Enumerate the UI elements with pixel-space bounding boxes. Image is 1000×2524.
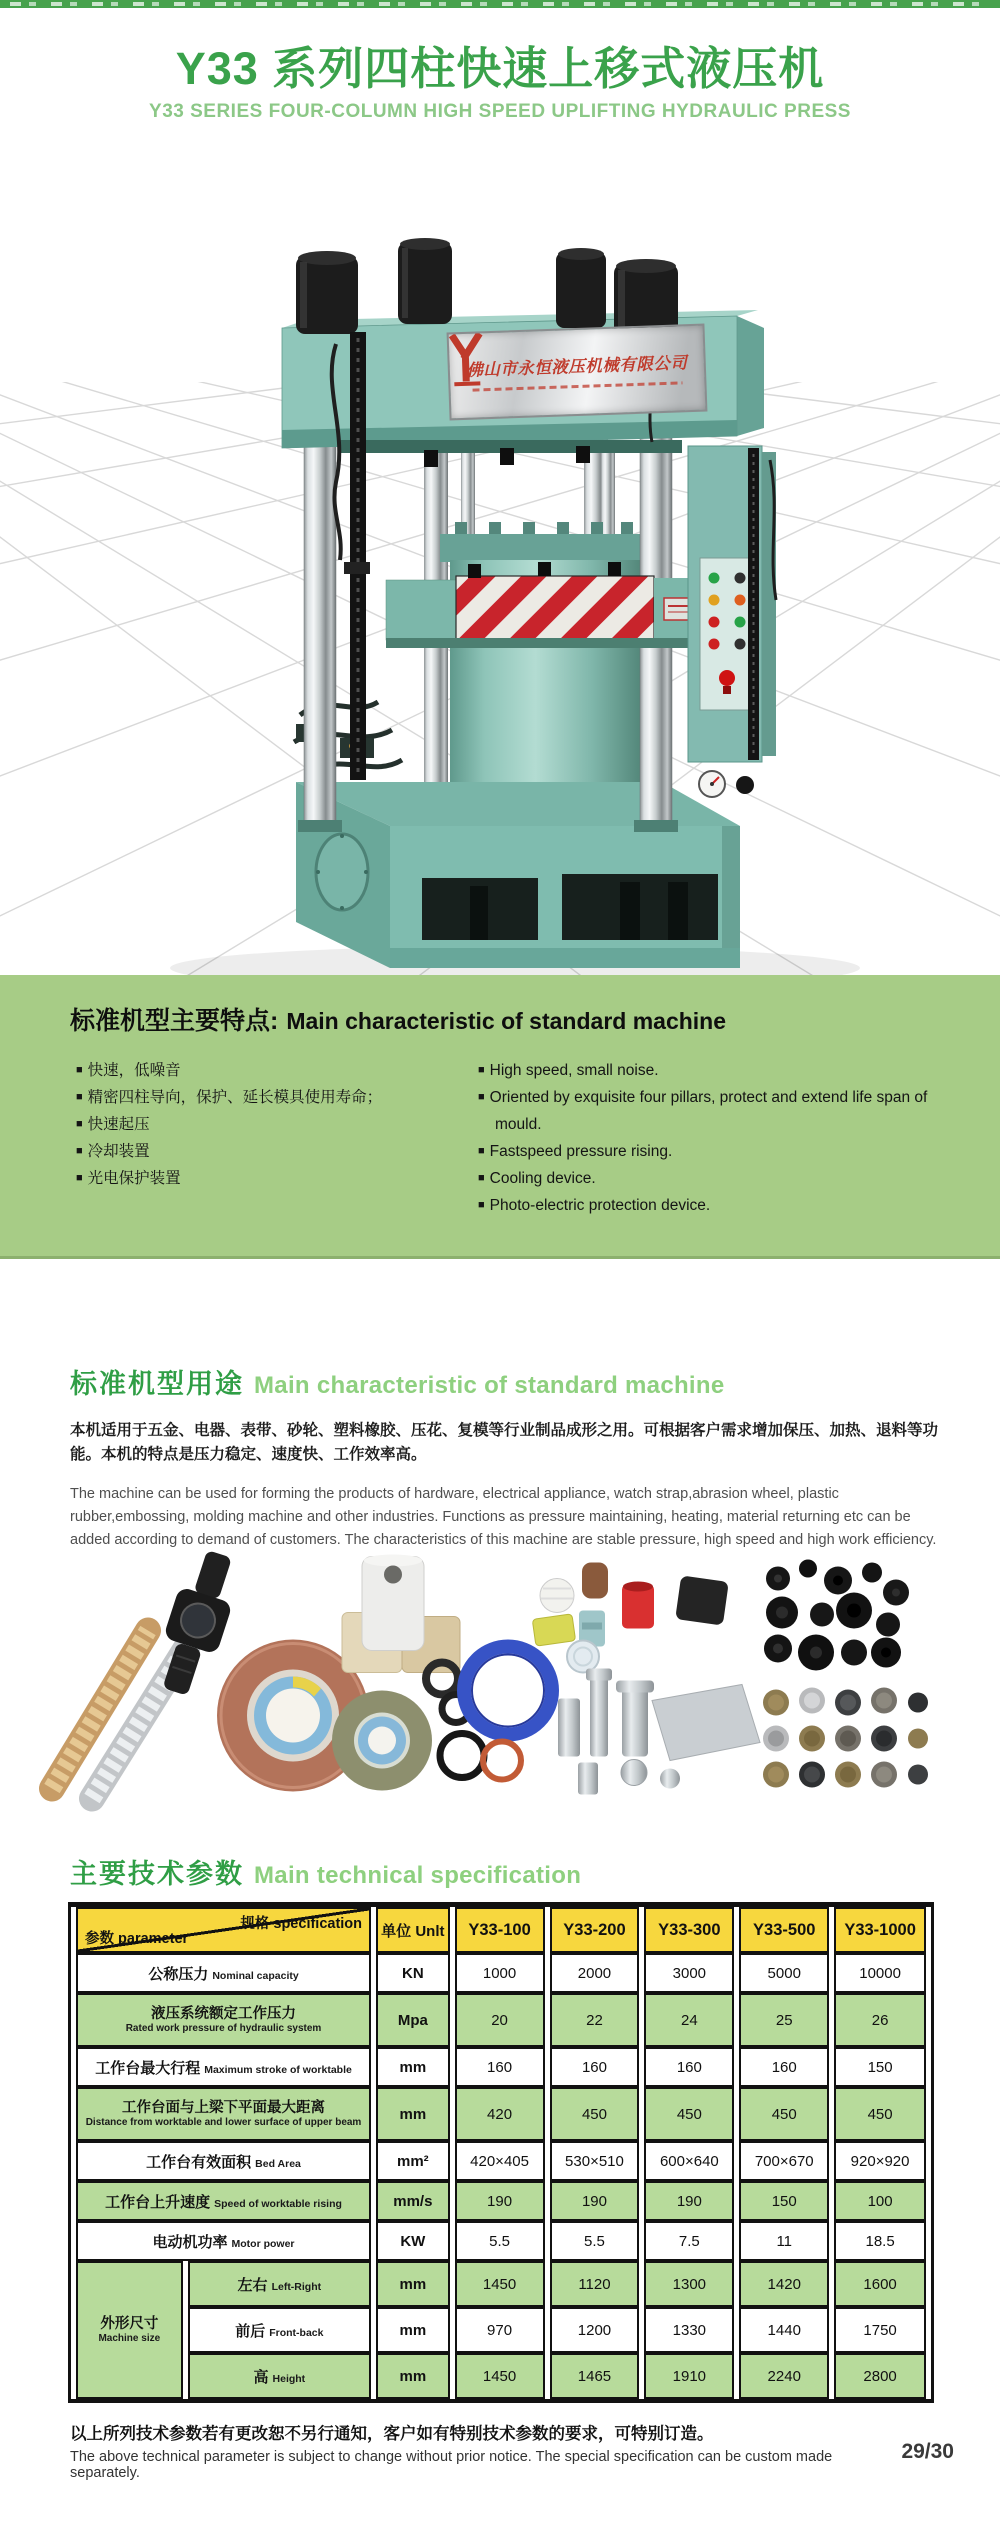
value-cell: 600×640 [644,2141,734,2181]
model-header: Y33-300 [644,1907,734,1953]
value-cell: 3000 [644,1953,734,1993]
param-label: 液压系统额定工作压力 Rated work pressure of hydraulic system [76,1993,371,2047]
param-label: 工作台面与上梁下平面最大距离 Distance from worktable and lower surface of upper beam [76,2087,371,2141]
param-label: 前后 Front-back [188,2307,371,2353]
unit-header: 单位 Unlt [376,1907,450,1953]
value-cell: 970 [455,2307,545,2353]
square-canisters [342,1555,460,1673]
yellow-button[interactable] [709,595,720,606]
orange-button[interactable] [735,595,746,606]
spec-row [76,2261,926,2307]
product-samples-photo [30,1548,970,1818]
value-cell: 420×405 [455,2141,545,2181]
corner-spec-label: 规格 specification [240,1916,363,1932]
value-cell: 1910 [644,2353,734,2399]
red-button[interactable] [709,639,720,650]
value-cell: 22 [550,1993,640,2047]
value-cell: 1330 [644,2307,734,2353]
company-name: 佛山市永恒液压机械有限公司 [466,352,688,380]
aluminum-parts [558,1669,760,1795]
spec-row [76,2087,926,2141]
table-header-row [76,1907,926,1953]
unit-cell: mm [376,2047,450,2087]
hazard-stripe-band [456,576,654,640]
value-cell: 1440 [739,2307,829,2353]
value-cell: 160 [739,2047,829,2087]
rubber-grommets [764,1560,909,1671]
usage-heading-en: Main characteristic of standard machine [254,1372,725,1399]
unit-cell: mm [376,2307,450,2353]
spec-row [76,2307,926,2353]
usage-section [70,1362,950,1566]
specs-heading [70,1852,581,1891]
molded-plastic-parts [532,1563,729,1673]
feature-item: ■ 光电保护装置 [76,1165,456,1192]
green-button[interactable] [709,573,720,584]
feature-item: ■ 快速，低噪音 [76,1057,456,1084]
usage-paragraph-en: The machine can be used for forming the products of hardware, electrical appliance, watch strap,abrasion wheel, plastic rubber,embossing, molding machine and other industries. Functions as pressure maintaining, heating, material returning etc can be added according to demand of customers. The characteristics of this machine are stable pressure, high speed and high work efficiency. [70,1485,937,1548]
feature-item: ■ 快速起压 [76,1111,456,1138]
param-label: 公称压力 Nominal capacity [76,1953,371,1993]
value-cell: 450 [739,2087,829,2141]
value-cell: 700×670 [739,2141,829,2181]
value-cell: 1000 [455,1953,545,1993]
black-button[interactable] [735,573,746,584]
spec-row [76,2047,926,2087]
value-cell: 1450 [455,2353,545,2399]
value-cell: 10000 [834,1953,926,1993]
emergency-stop-button[interactable] [719,670,735,686]
value-cell: 11 [739,2221,829,2261]
page-subtitle: Y33 SERIES FOUR-COLUMN HIGH SPEED UPLIFTING HYDRAULIC PRESS [149,101,851,122]
features-list-en [478,1057,948,1219]
spec-row [76,1993,926,2047]
feature-item: ■ 精密四柱导向，保护、延长模具使用寿命； [76,1084,456,1111]
value-cell: 2240 [739,2353,829,2399]
value-cell: 1420 [739,2261,829,2307]
value-cell: 100 [834,2181,926,2221]
value-cell: 1120 [550,2261,640,2307]
value-cell: 450 [550,2087,640,2141]
param-label: 左右 Left-Right [188,2261,371,2307]
param-label: 电动机功率 Motor power [76,2221,371,2261]
spec-table-wrap [68,1902,934,2403]
spec-table [68,1902,934,2403]
metal-buttons [763,1688,928,1788]
machine-base [296,782,740,968]
value-cell: 190 [644,2181,734,2221]
value-cell: 150 [834,2047,926,2087]
control-cabinet [688,446,776,797]
value-cell: 1450 [455,2261,545,2307]
spec-row [76,2181,926,2221]
corner-header-cell [76,1907,371,1953]
spec-row [76,2221,926,2261]
usage-heading-zh: 标准机型用途 [70,1369,244,1399]
feature-item: ■ 冷却装置 [76,1138,456,1165]
value-cell: 150 [739,2181,829,2221]
footer-note-en: The above technical parameter is subject to change without prior notice. The special specification can be custom made separately. [70,2449,833,2481]
unit-cell: KW [376,2221,450,2261]
value-cell: 190 [550,2181,640,2221]
value-cell: 1300 [644,2261,734,2307]
param-label: 工作台上升速度 Speed of worktable rising [76,2181,371,2221]
model-header: Y33-500 [739,1907,829,1953]
value-cell: 160 [550,2047,640,2087]
spec-row [76,1953,926,1993]
top-banner-text-marks [10,2,990,6]
model-header: Y33-1000 [834,1907,926,1953]
spec-row [76,2353,926,2399]
feature-item: ■ Oriented by exquisite four pillars, protect and extend life span of mould. [478,1084,948,1138]
value-cell: 18.5 [834,2221,926,2261]
machine-photo [0,130,1000,975]
brand-logo-icon [449,333,485,390]
value-cell: 5000 [739,1953,829,1993]
value-cell: 7.5 [644,2221,734,2261]
features-heading-en: Main characteristic of standard machine [286,1008,727,1034]
value-cell: 190 [455,2181,545,2221]
red-button[interactable] [709,617,720,628]
unit-cell: KN [376,1953,450,1993]
value-cell: 160 [455,2047,545,2087]
value-cell: 26 [834,1993,926,2047]
feature-item: ■ Cooling device. [478,1165,948,1192]
value-cell: 530×510 [550,2141,640,2181]
specs-heading-en: Main technical specification [254,1862,582,1889]
unit-cell: mm/s [376,2181,450,2221]
features-list-zh [76,1057,456,1192]
page-title: Y33 系列四柱快速上移式液压机 [175,43,825,94]
value-cell: 450 [834,2087,926,2141]
nameplate-contact-line [473,381,682,391]
footer-note-zh: 以上所列技术参数若有更改恕不另行通知，客户如有特别技术参数的要求，可特别订造。 [70,2425,714,2443]
value-cell: 5.5 [455,2221,545,2261]
corner-param-label: 参数 parameter [85,1931,189,1947]
value-cell: 920×920 [834,2141,926,2181]
product-samples-illustration [30,1548,970,1818]
brand-nameplate [447,324,708,421]
param-label: 工作台最大行程 Maximum stroke of worktable [76,2047,371,2087]
value-cell: 5.5 [550,2221,640,2261]
control-knob[interactable] [736,776,754,794]
features-heading-zh: 标准机型主要特点: [70,1007,279,1035]
unit-cell: Mpa [376,1993,450,2047]
usage-paragraph-zh: 本机适用于五金、电器、表带、砂轮、塑料橡胶、压花、复模等行业制品成形之用。可根据客户需求增加保压、加热、退料等功能。本机的特点是压力稳定、速度快、工作效率高。 [70,1422,939,1463]
value-cell: 20 [455,1993,545,2047]
value-cell: 1200 [550,2307,640,2353]
model-header: Y33-100 [455,1907,545,1953]
feature-item: ■ High speed, small noise. [478,1057,948,1084]
watch-straps [52,1548,246,1799]
machine-size-label: 外形尺寸 Machine size [76,2261,183,2399]
green-button[interactable] [735,617,746,628]
feature-item: ■ Photo-electric protection device. [478,1192,948,1219]
param-label: 高 Height [188,2353,371,2399]
spec-row [76,2141,926,2181]
value-cell: 1465 [550,2353,640,2399]
unit-cell: mm [376,2353,450,2399]
feature-item: ■ Fastspeed pressure rising. [478,1138,948,1165]
value-cell: 2000 [550,1953,640,1993]
black-button[interactable] [735,639,746,650]
unit-cell: mm² [376,2141,450,2181]
page-number: 29/30 [901,2440,954,2463]
value-cell: 1750 [834,2307,926,2353]
unit-cell: mm [376,2087,450,2141]
machine-illustration [0,130,1000,975]
usage-heading [70,1362,950,1401]
value-cell: 450 [644,2087,734,2141]
unit-cell: mm [376,2261,450,2307]
value-cell: 24 [644,1993,734,2047]
value-cell: 160 [644,2047,734,2087]
features-heading [70,1001,726,1037]
features-section [0,975,1000,1259]
param-label: 工作台有效面积 Bed Area [76,2141,371,2181]
specs-heading-zh: 主要技术参数 [70,1859,244,1889]
rubber-seals [426,1647,552,1780]
value-cell: 2800 [834,2353,926,2399]
value-cell: 25 [739,1993,829,2047]
model-header: Y33-200 [550,1907,640,1953]
value-cell: 1600 [834,2261,926,2307]
value-cell: 420 [455,2087,545,2141]
top-banner [0,0,1000,8]
